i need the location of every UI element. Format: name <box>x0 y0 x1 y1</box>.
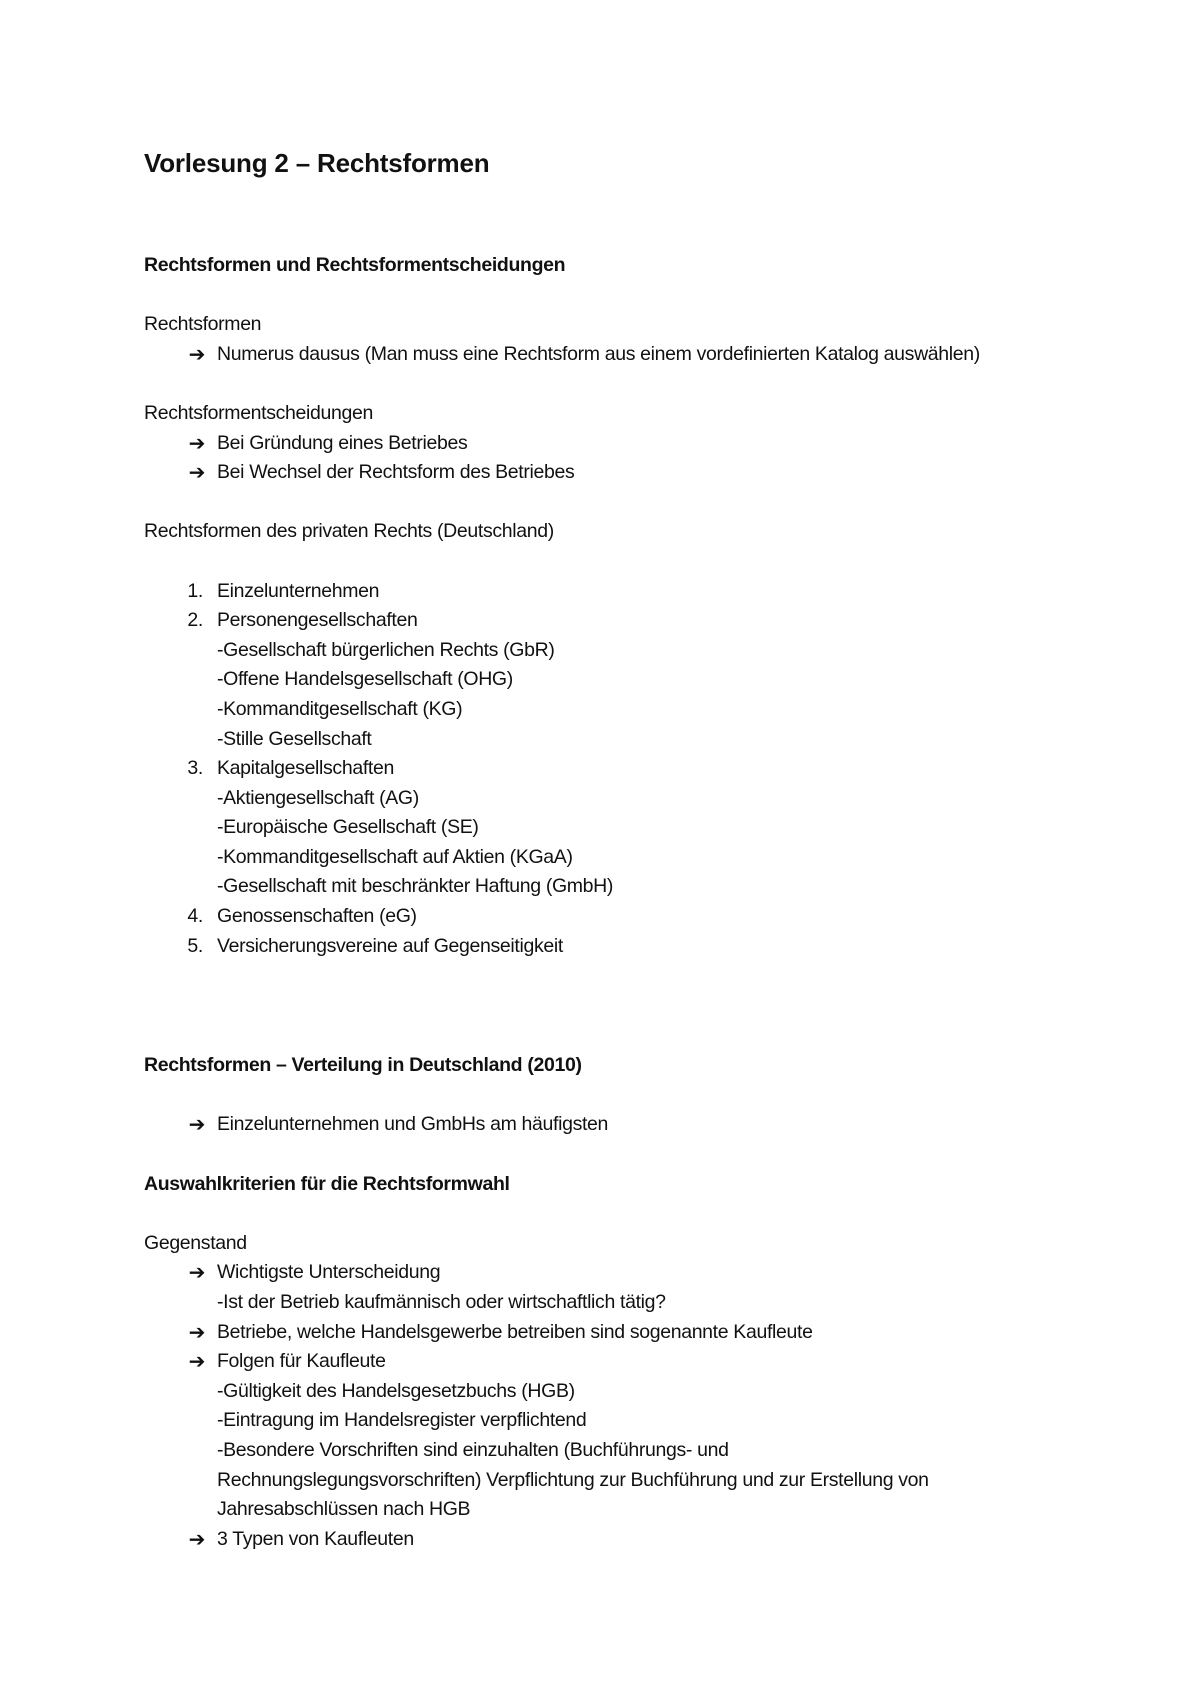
right-arrow-icon: ➔ <box>188 1526 205 1551</box>
numbered-list <box>144 577 1074 962</box>
bullet-item <box>144 458 1074 488</box>
numbered-item-label: Versicherungsvereine auf Gegenseitigkeit <box>217 934 563 957</box>
section-heading-verteilung: Rechtsformen – Verteilung in Deutschland (2010) <box>144 1054 582 1077</box>
right-arrow-icon: ➔ <box>188 430 205 455</box>
list-number: 3. <box>187 757 203 780</box>
numbered-item <box>144 932 1074 962</box>
section-heading-auswahlkriterien: Auswahlkriterien für die Rechtsformwahl <box>144 1172 510 1195</box>
bullet-text: Wichtigste Unterscheidung <box>217 1261 441 1284</box>
sub-item: Jahresabschlüssen nach HGB <box>217 1498 471 1521</box>
bullet-text: Bei Wechsel der Rechtsform des Betriebes <box>217 461 575 484</box>
label-gegenstand: Gegenstand <box>144 1231 247 1254</box>
document-title: Vorlesung 2 – Rechtsformen <box>144 148 490 178</box>
right-arrow-icon: ➔ <box>188 1319 205 1344</box>
sub-item: -Gesellschaft bürgerlichen Rechts (GbR) <box>217 638 555 661</box>
label-rechtsformen: Rechtsformen <box>144 313 262 336</box>
list-number: 5. <box>187 934 203 957</box>
sub-item: -Europäische Gesellschaft (SE) <box>217 816 479 839</box>
bullet-text: 3 Typen von Kaufleuten <box>217 1527 414 1550</box>
right-arrow-icon: ➔ <box>188 1112 205 1137</box>
numbered-item-label: Kapitalgesellschaften <box>217 757 394 780</box>
list-number: 1. <box>187 579 203 602</box>
numbered-item <box>144 577 1074 607</box>
numbered-item <box>144 902 1074 932</box>
bullet-item <box>144 429 1074 459</box>
sub-item: -Gültigkeit des Handelsgesetzbuchs (HGB) <box>217 1379 575 1402</box>
numbered-item <box>144 606 1074 636</box>
bullet-text: Folgen für Kaufleute <box>217 1350 386 1373</box>
bullet-text: Betriebe, welche Handelsgewerbe betreiben sind sogenannte Kaufleute <box>217 1320 813 1343</box>
list-number: 2. <box>187 609 203 632</box>
numbered-item <box>144 754 1074 784</box>
bullet-item <box>144 1347 1074 1377</box>
document-page <box>144 140 1074 1554</box>
sub-item: -Kommanditgesellschaft auf Aktien (KGaA) <box>217 845 573 868</box>
sub-item: -Besondere Vorschriften sind einzuhalten (Buchführungs- und <box>217 1438 729 1461</box>
sub-item: -Aktiengesellschaft (AG) <box>217 786 419 809</box>
section-heading-rechtsformen-entscheidungen: Rechtsformen und Rechtsformentscheidungen <box>144 254 566 276</box>
bullet-item <box>144 340 1074 370</box>
numbered-item-label: Genossenschaften (eG) <box>217 905 417 928</box>
bullet-item <box>144 1318 1074 1348</box>
sub-item: -Ist der Betrieb kaufmännisch oder wirtschaftlich tätig? <box>217 1291 666 1313</box>
bullet-text: Einzelunternehmen und GmbHs am häufigsten <box>217 1113 609 1136</box>
bullet-item <box>144 1525 1074 1555</box>
bullet-item <box>144 1258 1074 1288</box>
right-arrow-icon: ➔ <box>188 1349 205 1374</box>
list-number: 4. <box>187 905 203 928</box>
sub-item: -Stille Gesellschaft <box>217 727 372 750</box>
sub-item: -Eintragung im Handelsregister verpflichtend <box>217 1409 587 1432</box>
label-rechtsformentscheidungen: Rechtsformentscheidungen <box>144 401 373 424</box>
sub-item: -Offene Handelsgesellschaft (OHG) <box>217 668 513 691</box>
right-arrow-icon: ➔ <box>188 460 205 485</box>
sub-item: -Kommanditgesellschaft (KG) <box>217 697 463 720</box>
sub-item: -Gesellschaft mit beschränkter Haftung (GmbH) <box>217 875 614 898</box>
bullet-item <box>144 1110 1074 1140</box>
right-arrow-icon: ➔ <box>188 341 205 366</box>
numbered-item-label: Personengesellschaften <box>217 609 418 632</box>
label-privates-recht: Rechtsformen des privaten Rechts (Deutschland) <box>144 520 554 543</box>
bullet-text: Bei Gründung eines Betriebes <box>217 431 468 454</box>
numbered-item-label: Einzelunternehmen <box>217 579 380 602</box>
right-arrow-icon: ➔ <box>188 1260 205 1285</box>
sub-item: Rechnungslegungsvorschriften) Verpflichtung zur Buchführung und zur Erstellung von <box>217 1468 929 1491</box>
bullet-text-numerus: Numerus dausus (Man muss eine Rechtsform aus einem vordefinierten Katalog auswählen) <box>217 342 980 365</box>
